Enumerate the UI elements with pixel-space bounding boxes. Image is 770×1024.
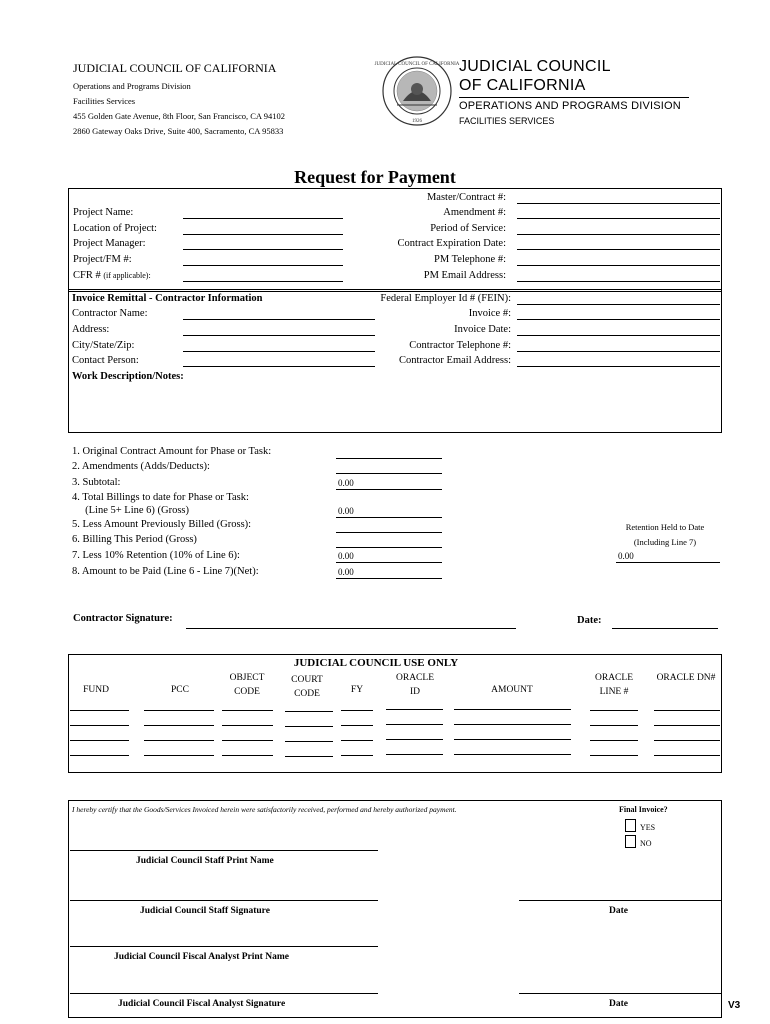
contractor-email-label: Contractor Email Address: <box>399 355 511 366</box>
retention-sublabel: (Including Line 7) <box>633 537 697 547</box>
invoice-date-label: Invoice Date: <box>454 324 511 335</box>
retention-value[interactable]: 0.00 <box>616 550 720 563</box>
project-fm-label: Project/FM #: <box>73 254 132 265</box>
analyst-date-line[interactable] <box>519 993 722 994</box>
col-pcc: PCC <box>171 685 189 695</box>
line-3-value[interactable]: 0.00 <box>336 477 442 490</box>
invoice-date-field[interactable] <box>517 323 720 336</box>
pm-email-field[interactable] <box>517 269 720 282</box>
pm-telephone-label: PM Telephone #: <box>434 254 506 265</box>
line-4-sublabel: (Line 5+ Line 6) (Gross) <box>72 505 190 516</box>
contract-expiration-label: Contract Expiration Date: <box>397 238 506 249</box>
logo-line-4: FACILITIES SERVICES <box>459 116 555 126</box>
org-name: JUDICIAL COUNCIL OF CALIFORNIA <box>73 61 277 75</box>
master-contract-field[interactable] <box>517 191 720 204</box>
certify-statement: I hereby certify that the Goods/Services Invoiced herein were satisfactorily received, performed and hereby authorized payment. <box>72 805 457 814</box>
analyst-date-label: Date <box>609 999 628 1009</box>
master-contract-label: Master/Contract #: <box>426 192 506 203</box>
line-1-label: 1. Original Contract Amount for Phase or Task: <box>72 446 272 457</box>
analyst-signature-line[interactable] <box>70 993 378 994</box>
contractor-telephone-label: Contractor Telephone #: <box>409 340 511 351</box>
line-2-label: 2. Amendments (Adds/Deducts): <box>72 461 210 472</box>
logo-line-3: OPERATIONS AND PROGRAMS DIVISION <box>459 100 681 112</box>
contractor-signature-line[interactable] <box>186 628 516 629</box>
line-8-value[interactable]: 0.00 <box>336 566 442 579</box>
fein-label: Federal Employer Id # (FEIN): <box>380 293 511 304</box>
project-name-label: Project Name: <box>73 207 134 218</box>
staff-date-label: Date <box>609 906 628 916</box>
staff-print-name-label: Judicial Council Staff Print Name <box>136 856 274 866</box>
line-2-value[interactable] <box>336 461 442 474</box>
invoice-remittal-heading: Invoice Remittal - Contractor Information <box>72 293 263 304</box>
col-fund: FUND <box>83 685 109 695</box>
period-of-service-label: Period of Service: <box>430 223 506 234</box>
contractor-date-line[interactable] <box>612 628 718 629</box>
col-oracle-line: ORACLE LINE # <box>595 673 633 697</box>
line-5-label: 5. Less Amount Previously Billed (Gross): <box>72 519 252 530</box>
logo-line-2: OF CALIFORNIA <box>459 77 586 94</box>
line-6-value[interactable] <box>336 535 442 548</box>
contractor-email-field[interactable] <box>517 354 720 367</box>
contractor-date-label: Date: <box>577 615 602 626</box>
page-title: Request for Payment <box>294 167 456 187</box>
line-4-value[interactable]: 0.00 <box>336 505 442 518</box>
seal-year: 1926 <box>412 119 422 124</box>
logo-divider <box>459 97 689 98</box>
final-invoice-no-label: NO <box>640 839 652 848</box>
final-invoice-yes-label: YES <box>640 823 656 832</box>
contractor-telephone-field[interactable] <box>517 339 720 352</box>
pm-telephone-field[interactable] <box>517 253 720 266</box>
address-line-2: 2860 Gateway Oaks Drive, Suite 400, Sacramento, CA 95833 <box>73 126 284 136</box>
logo-line-1: JUDICIAL COUNCIL <box>459 58 611 75</box>
staff-signature-line[interactable] <box>70 900 378 901</box>
col-amount: AMOUNT <box>491 685 533 695</box>
line-7-value[interactable]: 0.00 <box>336 550 442 563</box>
line-1-value[interactable] <box>336 446 442 459</box>
project-location-label: Location of Project: <box>73 223 157 234</box>
line-4-label: 4. Total Billings to date for Phase or Task: <box>72 492 249 503</box>
project-manager-label: Project Manager: <box>73 238 146 249</box>
services-text: Facilities Services <box>73 96 136 106</box>
invoice-number-label: Invoice #: <box>468 308 511 319</box>
analyst-print-name-line[interactable] <box>70 946 378 947</box>
period-of-service-field[interactable] <box>517 222 720 235</box>
invoice-number-field[interactable] <box>517 307 720 320</box>
amendment-label: Amendment #: <box>443 207 506 218</box>
line-6-label: 6. Billing This Period (Gross) <box>72 534 197 545</box>
contractor-address-label: Address: <box>72 324 110 335</box>
seal-text: JUDICIAL COUNCIL OF CALIFORNIA <box>374 62 460 67</box>
pm-email-label: PM Email Address: <box>423 270 506 281</box>
division-text: Operations and Programs Division <box>73 81 191 91</box>
col-court-code: COURT CODE <box>291 675 323 699</box>
cfr-label: CFR # (if applicable): <box>73 270 151 281</box>
version-label: V3 <box>728 1000 741 1011</box>
analyst-signature-label: Judicial Council Fiscal Analyst Signature <box>118 999 286 1009</box>
col-oracle-id: ORACLE ID <box>396 673 434 697</box>
col-oracle-dn: ORACLE DN# <box>656 673 716 683</box>
jc-use-only-heading: JUDICIAL COUNCIL USE ONLY <box>293 657 459 669</box>
staff-print-name-line[interactable] <box>70 850 378 851</box>
line-8-label: 8. Amount to be Paid (Line 6 - Line 7)(Net): <box>72 566 259 577</box>
col-object-code: OBJECT CODE <box>229 673 265 697</box>
city-state-zip-label: City/State/Zip: <box>72 340 135 351</box>
retention-label: Retention Held to Date <box>625 522 705 532</box>
work-description-label: Work Description/Notes: <box>72 371 184 382</box>
contract-expiration-field[interactable] <box>517 237 720 250</box>
line-7-label: 7. Less 10% Retention (10% of Line 6): <box>72 550 240 561</box>
staff-date-line[interactable] <box>519 900 722 901</box>
line-3-label: 3. Subtotal: <box>72 477 121 488</box>
final-invoice-yes-checkbox[interactable] <box>625 819 636 832</box>
col-fy: FY <box>350 685 364 695</box>
work-description-field[interactable] <box>72 385 718 429</box>
final-invoice-no-checkbox[interactable] <box>625 835 636 848</box>
judicial-council-seal <box>374 55 460 127</box>
staff-signature-label: Judicial Council Staff Signature <box>140 906 270 916</box>
contractor-name-label: Contractor Name: <box>72 308 148 319</box>
fein-field[interactable] <box>517 292 720 305</box>
contractor-signature-label: Contractor Signature: <box>73 613 173 624</box>
final-invoice-label: Final Invoice? <box>619 805 668 814</box>
analyst-print-name-label: Judicial Council Fiscal Analyst Print Name <box>114 952 289 962</box>
address-line-1: 455 Golden Gate Avenue, 8th Floor, San Francisco, CA 94102 <box>73 111 285 121</box>
line-5-value[interactable] <box>336 520 442 533</box>
amendment-field[interactable] <box>517 206 720 219</box>
contact-person-label: Contact Person: <box>72 355 139 366</box>
